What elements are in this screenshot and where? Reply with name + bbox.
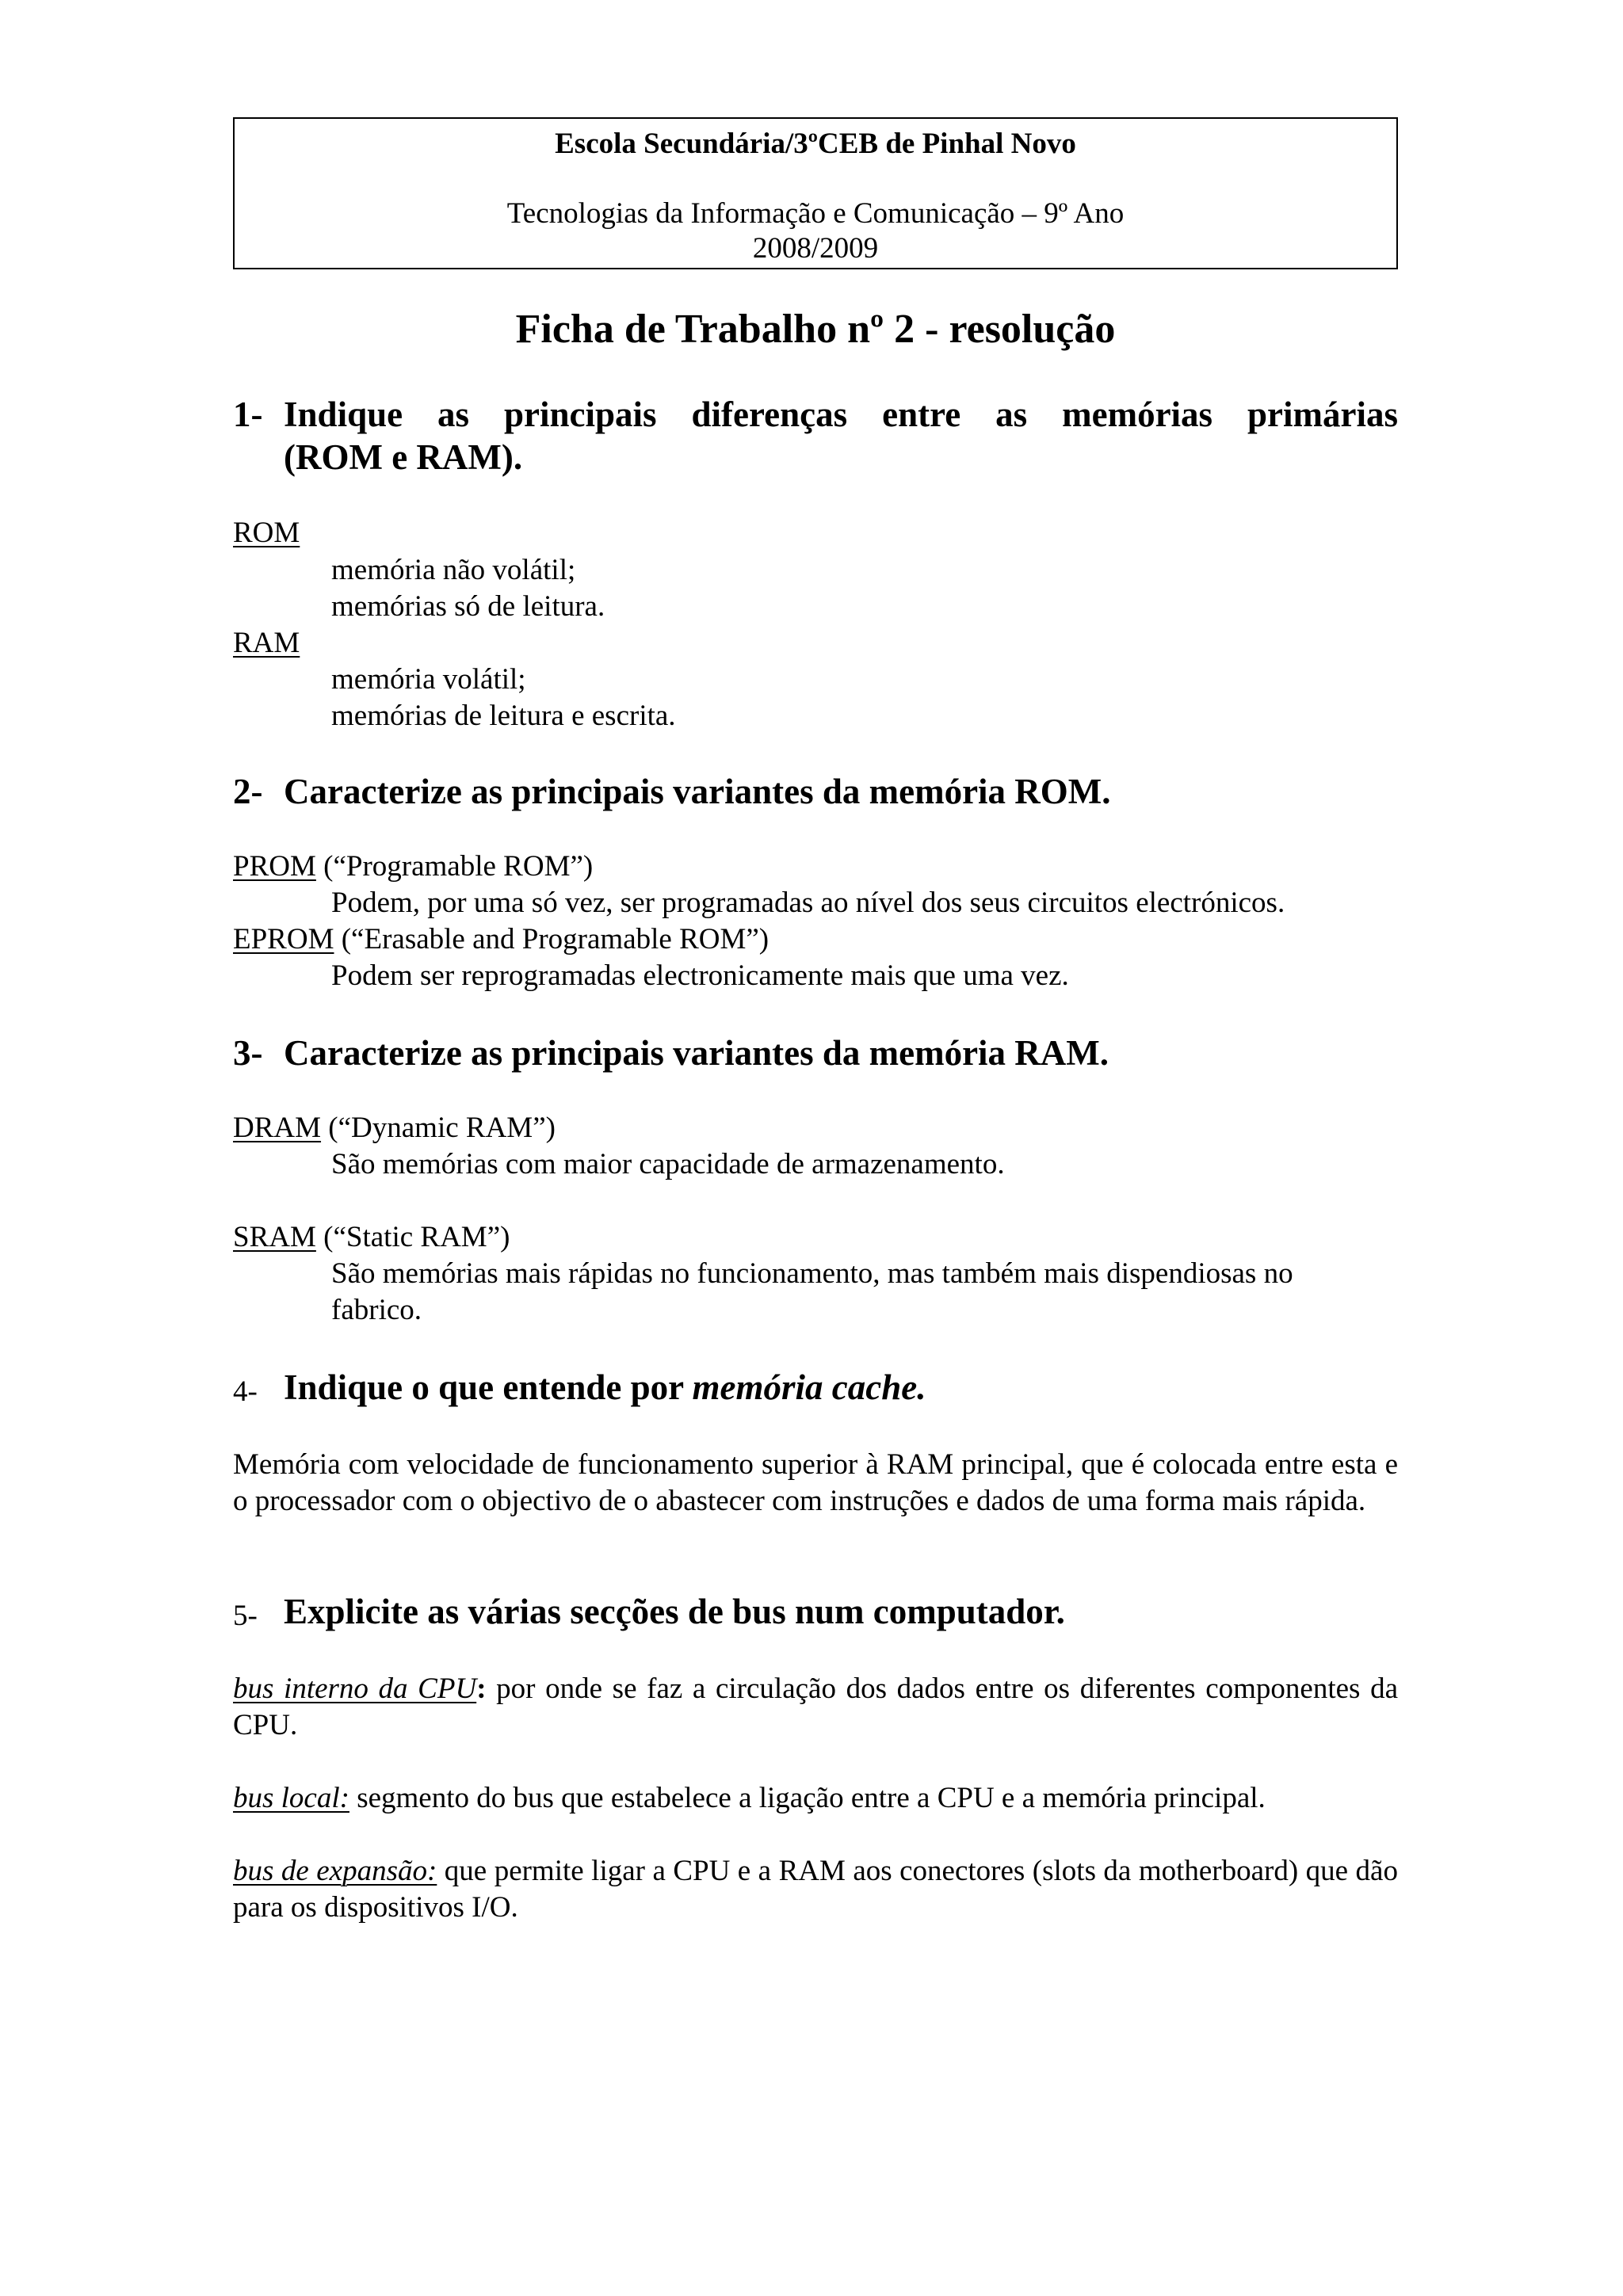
question-text-italic: memória cache. — [692, 1367, 926, 1407]
question-4 — [233, 1366, 1398, 1409]
sram-fullname: (“Static RAM”) — [315, 1221, 510, 1253]
page-title: Ficha de Trabalho nº 2 - resolução — [515, 307, 1116, 352]
bus-cpu-paragraph — [233, 1671, 1398, 1744]
school-year: 2008/2009 — [752, 232, 879, 265]
subject-line: Tecnologias da Informação e Comunicação – 9º Ano — [506, 197, 1125, 230]
bus-expansion-paragraph — [233, 1853, 1398, 1926]
rom-item: memória não volátil; — [331, 554, 576, 586]
question-number: 3- — [233, 1033, 263, 1073]
eprom-label: EPROM — [233, 923, 334, 955]
bus-cpu-colon: : — [476, 1672, 487, 1705]
question-text-line-2: (ROM e RAM). — [284, 437, 523, 477]
bus-local-text: segmento do bus que estabelece a ligação entre a CPU e a memória principal. — [349, 1782, 1266, 1814]
question-text: Caracterize as principais variantes da memória RAM. — [284, 1033, 1109, 1073]
bus-local-label: bus local: — [233, 1782, 349, 1814]
question-text: Explicite as várias secções de bus num computador. — [284, 1592, 1065, 1631]
dram-label: DRAM — [233, 1112, 322, 1144]
question-text-line-1: Indique as principais diferenças entre as memórias primárias — [284, 395, 1398, 434]
dram-description: São memórias com maior capacidade de armazenamento. — [331, 1148, 1005, 1180]
bus-cpu-label: bus interno da CPU — [233, 1672, 477, 1705]
ram-item: memória volátil; — [331, 663, 526, 696]
question-5 — [233, 1590, 1398, 1633]
question-3 — [233, 1032, 1398, 1074]
eprom-entry — [233, 921, 769, 958]
bus-cpu-text: por onde se faz a circulação dos dados entre os diferentes componentes da CPU. — [233, 1672, 1398, 1741]
bus-expansion-text: que permite ligar a CPU e a RAM aos conectores (slots da motherboard) que dão para os dispositivos I/O. — [233, 1855, 1398, 1924]
ram-item: memórias de leitura e escrita. — [331, 700, 676, 732]
prom-description: Podem, por uma só vez, ser programadas ao nível dos seus circuitos electrónicos. — [331, 887, 1285, 919]
sram-description-line-2: fabrico. — [331, 1294, 422, 1326]
question-number: 5- — [233, 1600, 258, 1632]
prom-label: PROM — [233, 850, 316, 883]
question-text: Caracterize as principais variantes da memória ROM. — [284, 772, 1111, 811]
sram-label: SRAM — [233, 1221, 316, 1253]
rom-item: memórias só de leitura. — [331, 590, 605, 623]
header-box — [233, 117, 1398, 269]
question-2 — [233, 770, 1398, 813]
rom-label: ROM — [233, 517, 300, 549]
prom-fullname: (“Programable ROM”) — [315, 850, 594, 883]
question-1 — [233, 393, 1398, 479]
eprom-description: Podem ser reprogramadas electronicamente mais que uma vez. — [331, 959, 1069, 992]
dram-fullname: (“Dynamic RAM”) — [321, 1112, 556, 1144]
question-number: 2- — [233, 772, 263, 811]
sram-entry — [233, 1219, 510, 1256]
school-name: Escola Secundária/3ºCEB de Pinhal Novo — [555, 128, 1076, 160]
dram-entry — [233, 1110, 556, 1146]
question-number: 4- — [233, 1375, 258, 1408]
cache-answer: Memória com velocidade de funcionamento superior à RAM principal, que é colocada entre esta e o processador com o objectivo de o abastecer com instruções e dados de uma forma mais rápida. — [233, 1448, 1398, 1517]
eprom-fullname: (“Erasable and Programable ROM”) — [334, 923, 769, 955]
question-number: 1- — [233, 395, 263, 434]
question-text: Indique o que entende por — [284, 1367, 693, 1407]
bus-local-paragraph — [233, 1780, 1398, 1817]
bus-expansion-label: bus de expansão: — [233, 1855, 437, 1887]
prom-entry — [233, 849, 593, 885]
sram-description-line-1: São memórias mais rápidas no funcionamento, mas também mais dispendiosas no — [331, 1257, 1293, 1290]
ram-label: RAM — [233, 627, 300, 659]
